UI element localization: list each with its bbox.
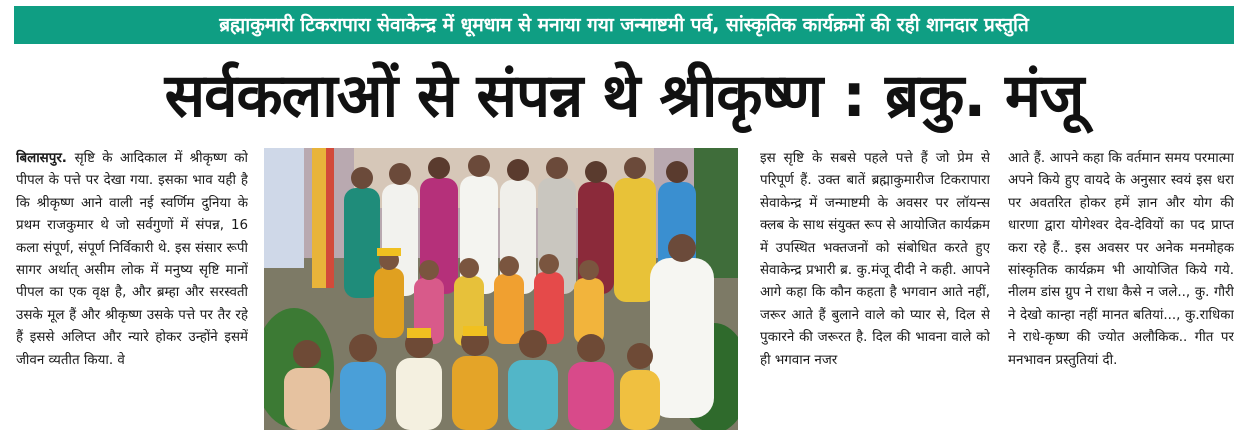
dateline: बिलासपुर. (16, 151, 75, 166)
article-column-2: इस सृष्टि के सबसे पहले पत्ते हैं जो प्रेम से परिपूर्ण हैं. उक्त बातें ब्रह्माकुमारीज टिकरापारा सेवाकेन्द्र में जन्माष्टमी के अवसर पर लॉयन्स क्लब के साथ संयुक्त रूप से आयोजित कार्यक्रम में उपस्थित भक्तजनों को संबोधित करते हुए सेवाकेन्द्र प्रभारी ब्र. कु.मंजू दीदी ने कही. आपने आगे कहा कि कौन कहता है भगवान आते नहीं, जरूर आते हैं बुलाने वाले को प्यार से, दिल से पुकारने की जरूरत है. दिल की भावना वाले को ही भगवान नजर (760, 151, 990, 368)
article-column-1-text: सृष्टि के आदिकाल में श्रीकृष्ण को पीपल के पत्ते पर देखा गया. इसका भाव यही है कि श्रीकृष्ण आने वाली नई स्वर्णिम दुनिया के प्रथम राजकुमार थे जो सर्वगुणों में संपन्न, 16 कला संपूर्ण, संपूर्ण निर्विकारी थे. इस संसार रूपी सागर अर्थात् असीम लोक में मनुष्य सृष्टि मानों पीपल का एक वृक्ष है, और ब्रम्हा और सरस्वती उसके मूल हैं और श्रीकृष्ण उसके पत्ते पर तैर रहे हैं इससे अलिप्त और न्यारे होकर उन्होंने इसमें जीवन व्यतीत किया. वे (16, 151, 248, 368)
article-column-3: आते हैं. आपने कहा कि वर्तमान समय परमात्मा अपने किये हुए वायदे के अनुसार स्वयं इस धरा पर अवतरित होकर हमें ज्ञान और योग की धारणा द्वारा योगेश्वर देव-देवियों का पद प्राप्त करा रहे हैं.. इस अवसर पर अनेक मनमोहक सांस्कृतिक कार्यक्रम भी आयोजित किये गये. नीलम डांस ग्रुप ने राधा कैसे न जले.., कु. गौरी ने देखो कान्हा नहीं मानत बतियां..., कु.राधिका ने राधे-कृष्ण की ज्योत अलौकिक.. गीत पर मनभावन प्रस्तुतियां दी. (1008, 151, 1234, 368)
article-column-1 (16, 148, 248, 432)
headline: सर्वकलाओं से संपन्न थे श्रीकृष्ण : ब्रकु. मंजू (164, 61, 1084, 131)
event-photo (264, 148, 738, 430)
kicker-banner: ब्रह्माकुमारी टिकरापारा सेवाकेन्द्र में धूमधाम से मनाया गया जन्माष्टमी पर्व, सांस्कृतिक कार्यक्रमों की रही शानदार प्रस्तुति (14, 6, 1234, 44)
